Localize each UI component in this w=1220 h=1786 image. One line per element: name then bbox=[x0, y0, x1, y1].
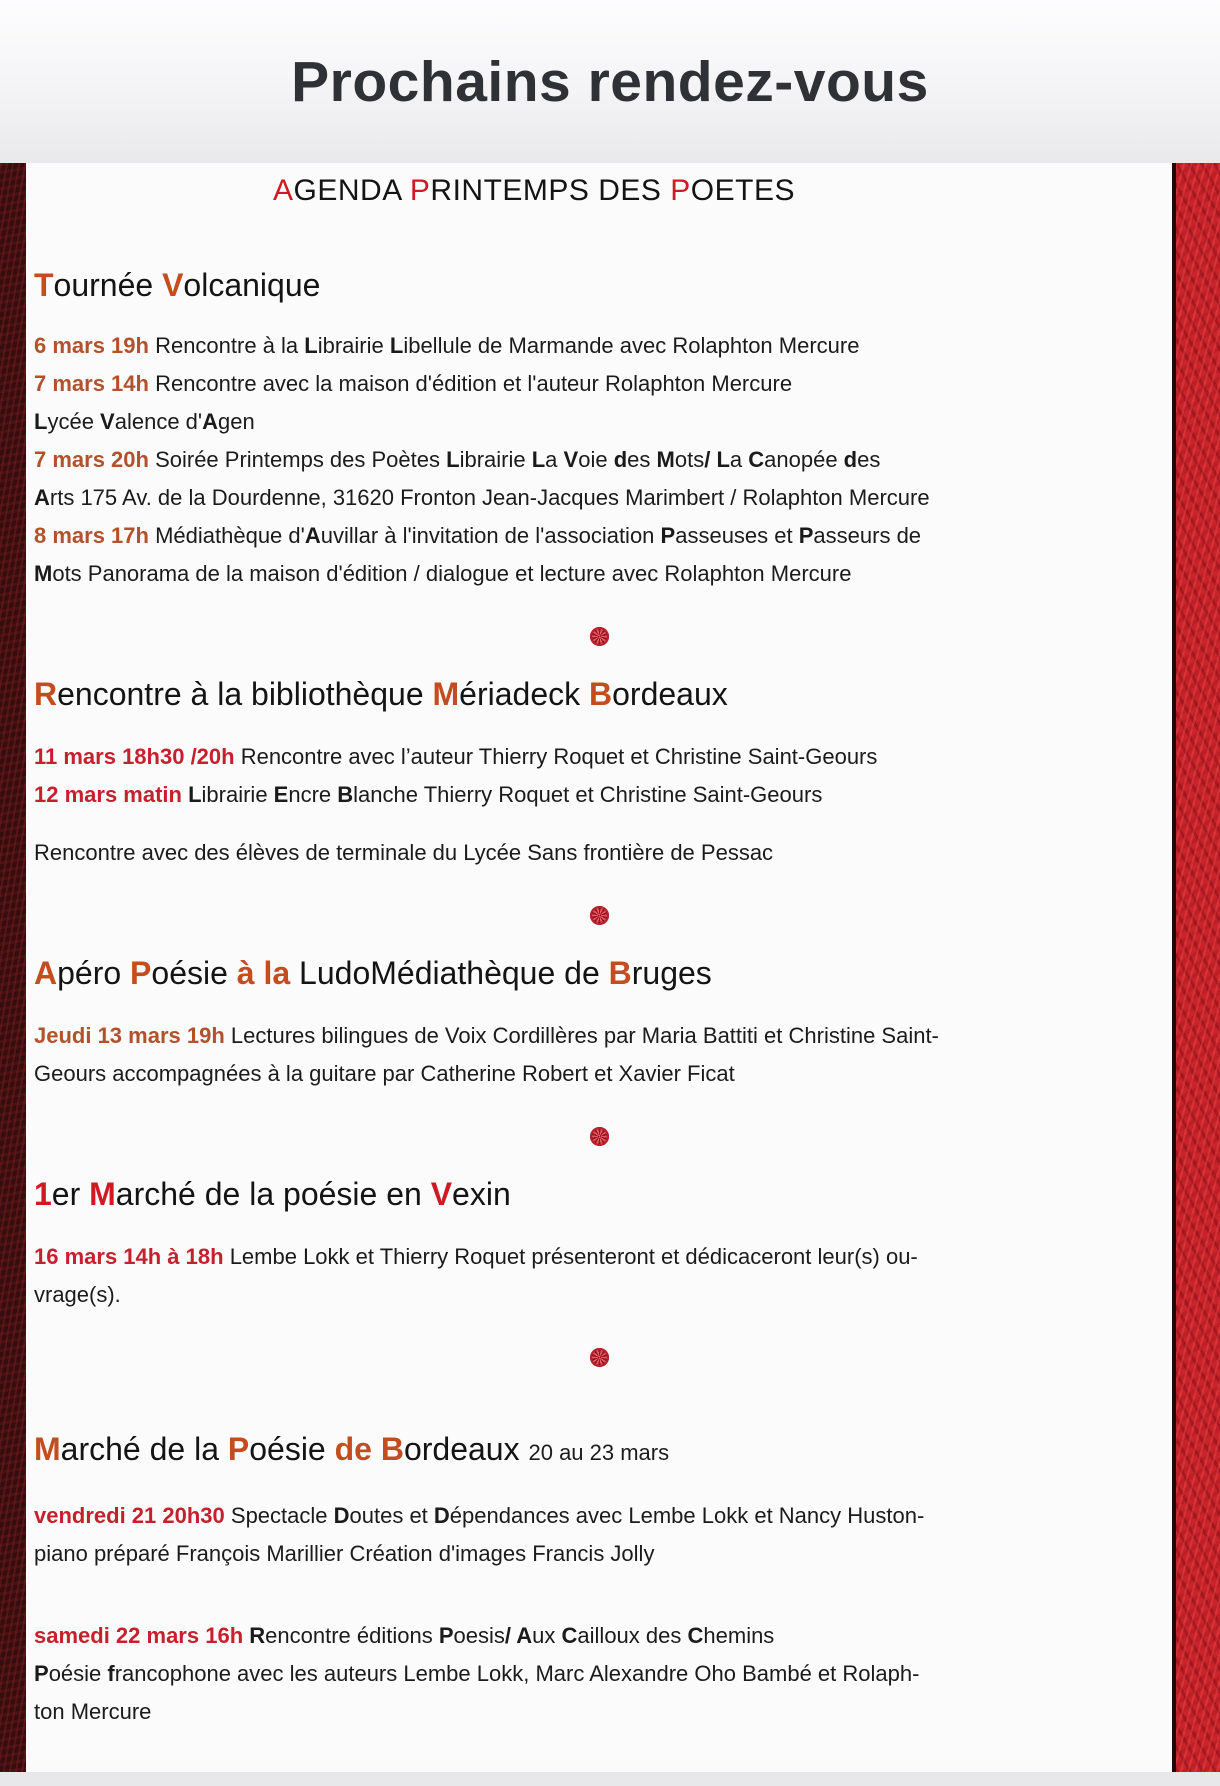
section-heading: Tournée Volcanique bbox=[34, 267, 321, 303]
red-texture-border-right bbox=[1172, 163, 1220, 1772]
event-line: 7 mars 14h Rencontre avec la maison d'édition et l'auteur Rolaphton Mercure bbox=[34, 371, 793, 396]
page-header bbox=[0, 0, 1220, 163]
event-line: Jeudi 13 mars 19h Lectures bilingues de Voix Cordillères par Maria Battiti et Christine Saint- bbox=[34, 1023, 939, 1048]
event-line: Mots Panorama de la maison d'édition / dialogue et lecture avec Rolaphton Mercure bbox=[34, 561, 852, 586]
event-line: piano préparé François Marillier Création d'images Francis Jolly bbox=[34, 1541, 655, 1566]
section-heading: Apéro Poésie à la LudoMédiathèque de Bruges bbox=[34, 955, 712, 991]
event-line: 8 mars 17h Médiathèque d'Auvillar à l'invitation de l'association Passeuses et Passeurs de bbox=[34, 523, 922, 548]
event-line: Lycée Valence d'Agen bbox=[34, 409, 255, 434]
event-paragraph bbox=[34, 1238, 1164, 1314]
event-line: samedi 22 mars 16h Rencontre éditions Poesis/ Aux Cailloux des Chemins bbox=[34, 1623, 775, 1648]
red-texture-border-left bbox=[0, 163, 26, 1772]
agenda-section bbox=[34, 265, 1164, 593]
agenda-section bbox=[34, 1174, 1164, 1314]
event-line: Geours accompagnées à la guitare par Catherine Robert et Xavier Ficat bbox=[34, 1061, 735, 1086]
rosette-separator-icon bbox=[590, 906, 609, 925]
section-heading: Rencontre à la bibliothèque Mériadeck Bordeaux bbox=[34, 676, 728, 712]
page-bottom-edge bbox=[0, 1772, 1220, 1786]
agenda-title-text: AGENDA PRINTEMPS DES POETES bbox=[273, 174, 795, 207]
event-line: Arts 175 Av. de la Dourdenne, 31620 Fronton Jean-Jacques Marimbert / Rolaphton Mercure bbox=[34, 485, 930, 510]
event-line: 7 mars 20h Soirée Printemps des Poètes Librairie La Voie des Mots/ La Canopée des bbox=[34, 447, 881, 472]
rosette-separator-icon bbox=[590, 1127, 609, 1146]
event-paragraph bbox=[34, 738, 1164, 814]
agenda-section bbox=[34, 1429, 1164, 1731]
event-line: ton Mercure bbox=[34, 1699, 152, 1724]
event-paragraph bbox=[34, 1017, 1164, 1093]
agenda-section bbox=[34, 953, 1164, 1093]
event-line: 11 mars 18h30 /20h Rencontre avec l’auteur Thierry Roquet et Christine Saint-Geours bbox=[34, 744, 878, 769]
rosette-separator-icon bbox=[590, 1348, 609, 1367]
event-line: 6 mars 19h Rencontre à la Librairie Libellule de Marmande avec Rolaphton Mercure bbox=[34, 333, 860, 358]
event-line: vendredi 21 20h30 Spectacle Doutes et Dépendances avec Lembe Lokk et Nancy Huston- bbox=[34, 1503, 925, 1528]
agenda-title bbox=[34, 173, 1034, 209]
event-line: 12 mars matin Librairie Encre Blanche Thierry Roquet et Christine Saint-Geours bbox=[34, 782, 823, 807]
event-line: Rencontre avec des élèves de terminale du Lycée Sans frontière de Pessac bbox=[34, 840, 774, 865]
section-heading: 1er Marché de la poésie en Vexin bbox=[34, 1176, 511, 1212]
event-paragraph bbox=[34, 834, 1164, 872]
event-line: 16 mars 14h à 18h Lembe Lokk et Thierry Roquet présenteront et dédicaceront leur(s) ou- bbox=[34, 1244, 918, 1269]
event-paragraph bbox=[34, 1497, 1164, 1573]
agenda-panel bbox=[26, 163, 1172, 1772]
section-heading: Marché de la Poésie de Bordeaux 20 au 23 mars bbox=[34, 1431, 670, 1467]
event-paragraph bbox=[34, 327, 1164, 593]
agenda-body bbox=[34, 265, 1164, 1731]
page-title: Prochains rendez-vous bbox=[291, 49, 929, 114]
event-line: Poésie francophone avec les auteurs Lembe Lokk, Marc Alexandre Oho Bambé et Rolaph- bbox=[34, 1661, 920, 1686]
event-line: vrage(s). bbox=[34, 1282, 121, 1307]
rosette-separator-icon bbox=[590, 627, 609, 646]
event-paragraph bbox=[34, 1617, 1164, 1731]
poster-frame bbox=[0, 163, 1220, 1772]
agenda-section bbox=[34, 674, 1164, 872]
